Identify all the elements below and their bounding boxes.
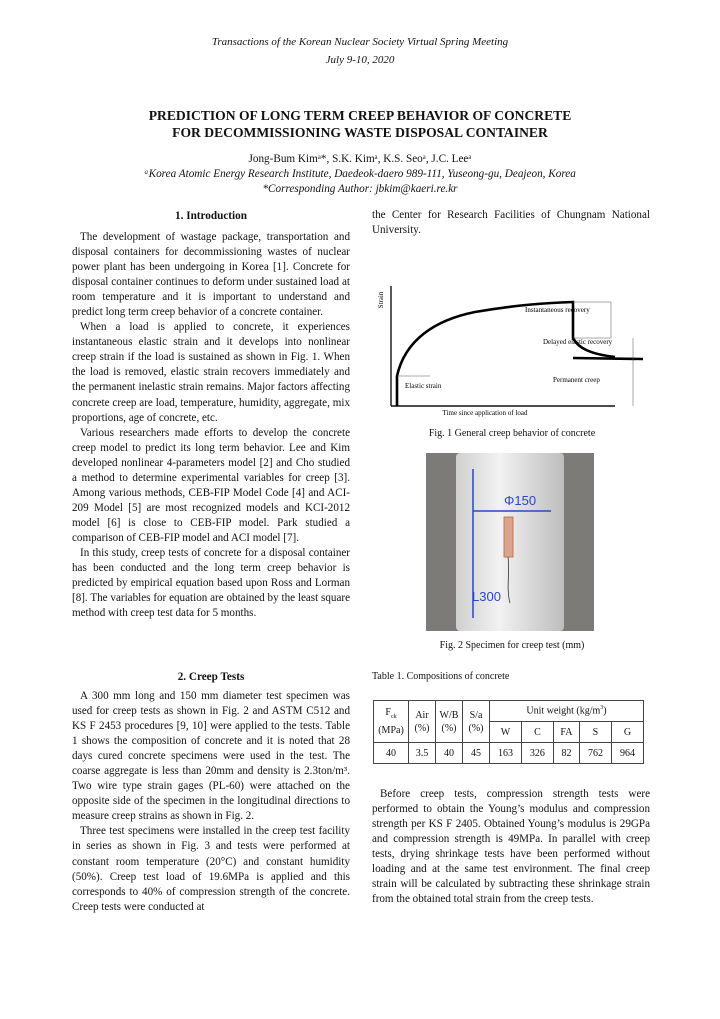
table-cell: 82 <box>553 743 579 764</box>
delayed-recovery-label: Delayed elastic recovery <box>543 338 613 346</box>
x-axis-label: Time since application of load <box>442 409 528 417</box>
intro-paragraph: The development of wastage package, transportation and disposal containers for decommissioning wastes of nuclear power plant has been undergoing in Korea [1]. Concrete for disposal container continues to deform under sustained load at room temperature and it is important to understand and predict long term creep behavior of a concrete container. <box>72 231 350 319</box>
author-list: Jong-Bum Kimᵃ*, S.K. Kimᵃ, K.S. Seoᵃ, J.C. Leeᵃ <box>248 153 472 165</box>
table-cell: 163 <box>490 743 522 764</box>
creep-behavior-figure <box>375 278 653 420</box>
permanent-creep-line <box>573 358 643 359</box>
intro-paragraph: When a load is applied to concrete, it experiences instantaneous elastic strain and it develops into nonlinear creep strain if the load is sustained as shown in Fig. 1. When the load is removed, elastic strain recovers immediately and the permanent inelastic strain remains. Major factors affecting concrete creep are load, temperature, humidity, aggregate, mix proportions, age of concrete, etc. <box>72 321 350 424</box>
header-wb: W/B (%) <box>436 701 463 743</box>
permanent-creep-label: Permanent creep <box>553 376 600 384</box>
intro-paragraph: In this study, creep tests of concrete for a disposal container has been conducted and the long term creep behavior is predicted by empirical equation based upon Ross and Lorman [8]. The variables for equation are obtained by the least square method with creep test data for 5 months. <box>72 546 350 620</box>
corresponding-author: *Corresponding Author: jbkim@kaeri.re.kr <box>262 183 458 195</box>
table-header-row <box>374 701 644 722</box>
elastic-strain-label: Elastic strain <box>405 382 442 390</box>
table-cell: 762 <box>579 743 611 764</box>
table-cell: 40 <box>436 743 463 764</box>
header-unit-weight: Unit weight $(kg/m^3)$ <box>490 701 644 722</box>
paper-title-line2: FOR DECOMMISSIONING WASTE DISPOSAL CONTAINER <box>172 125 548 140</box>
length-label: L300 <box>472 589 501 604</box>
subheader-cell: C <box>521 722 553 743</box>
paper-title-line1: PREDICTION OF LONG TERM CREEP BEHAVIOR OF CONCRETE <box>148 108 572 123</box>
header-fck: $F_{ck}$ (MPa) <box>374 701 409 743</box>
table-cell: 40 <box>374 743 409 764</box>
table-row <box>374 743 644 764</box>
creep-curve <box>397 302 615 406</box>
table-cell: 326 <box>521 743 553 764</box>
instantaneous-recovery-label: Instantaneous recovery <box>525 306 590 314</box>
right-column-body <box>372 787 650 907</box>
table-cell: 964 <box>611 743 643 764</box>
introduction-body <box>72 230 350 621</box>
strain-gage <box>504 517 513 557</box>
affiliation: ᵃKorea Atomic Energy Research Institute, Daedeok-daero 989-111, Yuseong-gu, Deajeon, Korea <box>144 168 576 180</box>
figure-1-caption: Fig. 1 General creep behavior of concrete <box>428 428 596 439</box>
creep-paragraph: A 300 mm long and 150 mm diameter test specimen was used for creep tests as shown in Fig. 2 and ASTM C512 and KS F 2453 procedures [9, 10] were applied to the tests. Table 1 shows the composition of concrete and it is noted that 28 days cured concrete specimens were used in the test. The coarse aggregate is less than 20mm and density is 2.3ton/m³. Two wire type strain gages (PL-60) were attached on the opposite side of the specimen in the longitudinal directions to measure creep strains as shown in Fig. 2. <box>72 690 350 823</box>
diameter-label: Φ150 <box>504 493 537 508</box>
specimen-illustration <box>426 453 594 631</box>
subheader-cell: W <box>490 722 522 743</box>
right-column-continuation: the Center for Research Facilities of Chungnam National University. <box>372 209 650 237</box>
subheader-cell: G <box>611 722 643 743</box>
table-1-caption: Table 1. Compositions of concrete <box>372 671 510 682</box>
section-heading-introduction: 1. Introduction <box>175 210 247 222</box>
table-cell: 45 <box>463 743 490 764</box>
creep-paragraph: Three test specimens were installed in the creep test facility in series as shown in Fig. 3 and tests were performed at constant room temperature (20°C) and constant humidity (50%). Creep test load of 19.6MPa is applied and this corresponds to 40% of compression strength of the concrete. Creep tests were conducted at <box>72 825 350 913</box>
header-sa: S/a (%) <box>463 701 490 743</box>
subheader-cell: FA <box>553 722 579 743</box>
right-paragraph: Before creep tests, compression strength tests were performed to obtain the Young’s modulus and compression strength per KS F 2405. Obtained Young’s modulus is 29GPa and compression strength is 49MPa. In parallel with creep tests, drying shrinkage tests have been performed without loading and at the same test environment. The final creep strain will be calculated by subtracting these shrinkage strain from the obtained total strain from the creep tests. <box>372 788 650 906</box>
subheader-cell: S <box>579 722 611 743</box>
section-heading-creep-tests: 2. Creep Tests <box>177 671 245 683</box>
creep-tests-body <box>72 689 350 915</box>
figure-2-caption: Fig. 2 Specimen for creep test (mm) <box>439 640 585 651</box>
conference-date: July 9-10, 2020 <box>325 54 395 66</box>
composition-table <box>373 700 644 764</box>
intro-paragraph: Various researchers made efforts to develop the concrete creep model to predict its long term behavior. Lee and Kim developed nonlinear 4-parameters model [2] and Cho studied a method to determine experimental variables for creep [3]. Among various methods, CEB-FIP Model Code [4] and ACI-209 Model [5] are most recognized models and KCI-2012 model [6] is close to CEB-FIP model. Park studied a comparison of CEB-FIP model and ACI model [7]. <box>72 426 350 544</box>
specimen-photo <box>426 453 594 631</box>
y-axis-label: Strain <box>377 291 385 309</box>
header-air: Air (%) <box>409 701 436 743</box>
conference-header: Transactions of the Korean Nuclear Society Virtual Spring Meeting <box>211 36 509 48</box>
table-cell: 3.5 <box>409 743 436 764</box>
